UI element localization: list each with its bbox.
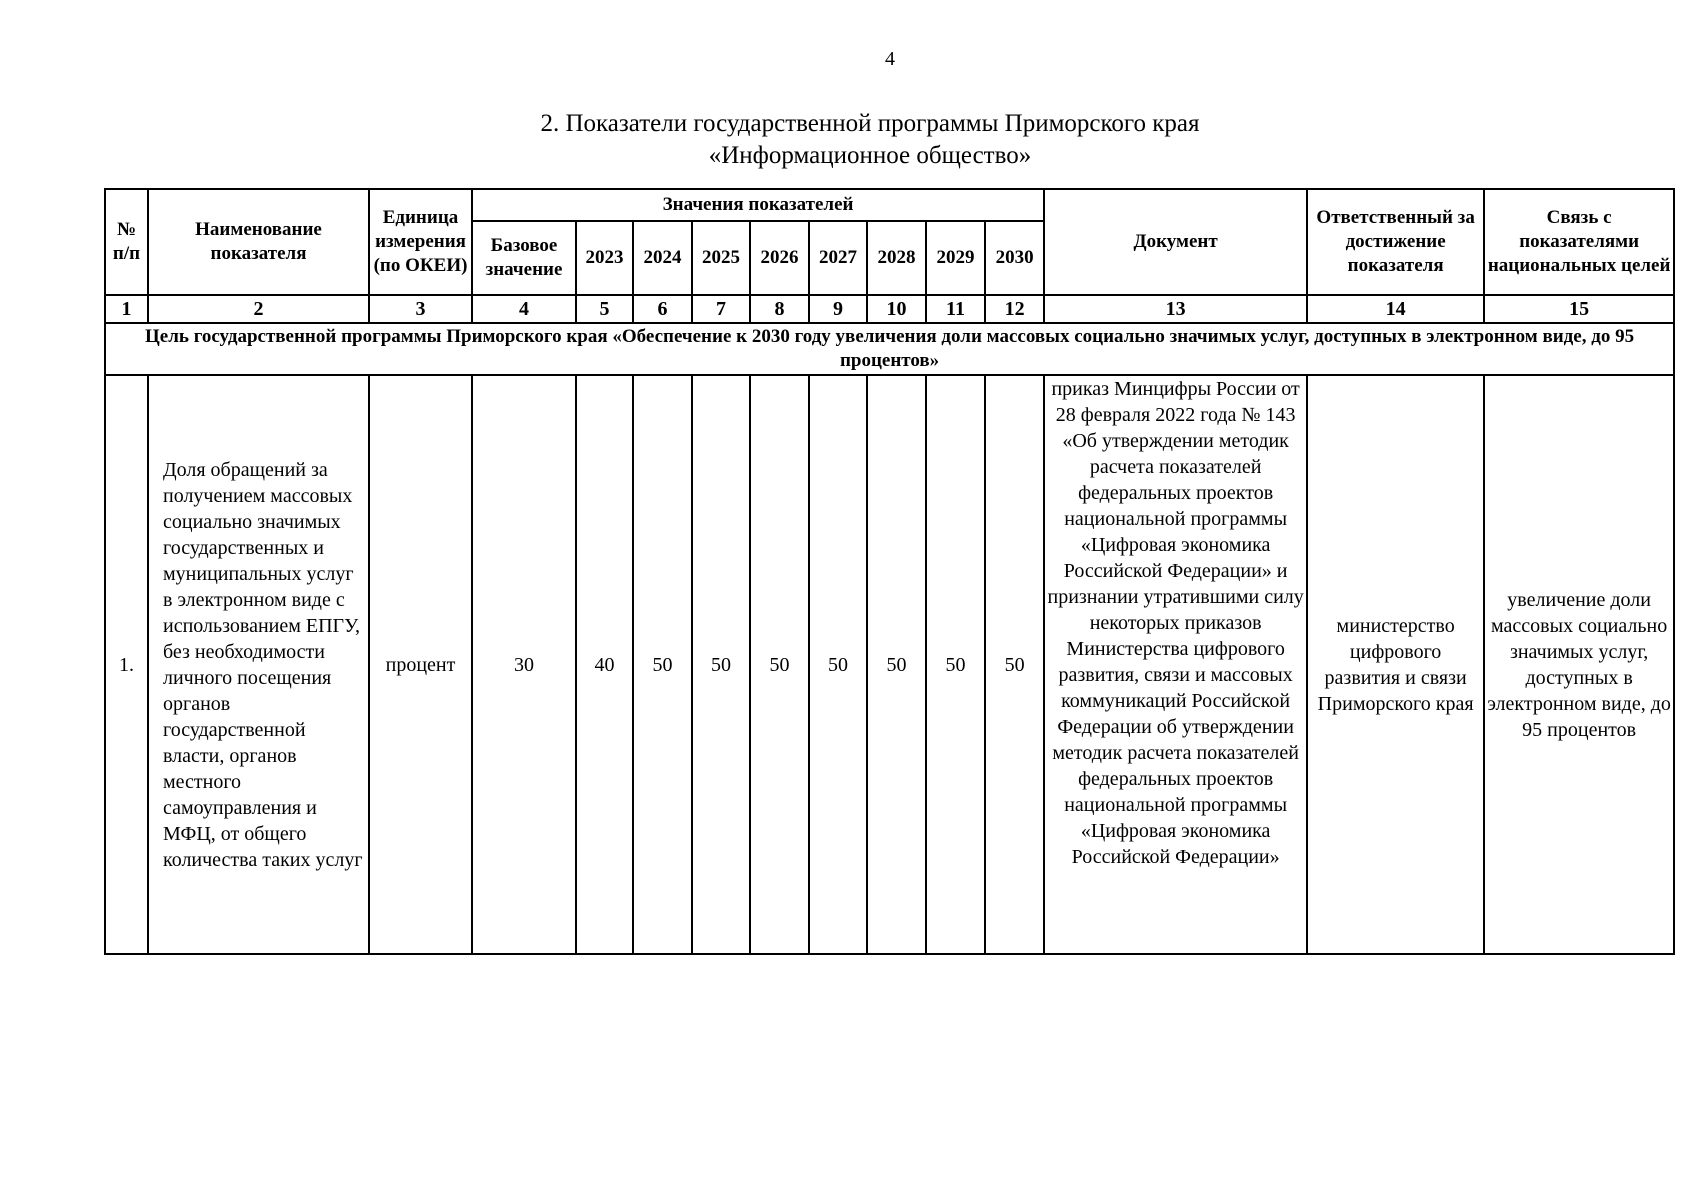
year-value: 50 — [867, 375, 926, 954]
header-values-group: Значения показателей — [472, 189, 1044, 221]
indicator-unit: процент — [369, 375, 472, 954]
title-line-1: 2. Показатели государственной программы Приморского края — [540, 110, 1200, 137]
document-title — [0, 108, 1700, 172]
header-no: № п/п — [105, 189, 148, 295]
header-year: 2023 — [576, 221, 633, 295]
indicators-table — [104, 188, 1675, 955]
header-year: 2029 — [926, 221, 985, 295]
header-name: Наименование показателя — [148, 189, 369, 295]
national-goal-link: увеличение доли массовых социально значимых услуг, доступных в электронном виде, до 95 процентов — [1484, 375, 1674, 954]
header-year: 2028 — [867, 221, 926, 295]
column-number: 4 — [472, 295, 576, 323]
document-reference: приказ Минцифры России от 28 февраля 2022 года № 143 «Об утверждении методик расчета показателей федеральных проектов национальной программы «Цифровая экономика Российской Федерации» и признании утратившими силу некоторых приказов Министерства цифрового развития, связи и массовых коммуникаций Российской Федерации об утверждении методик расчета показателей федеральных проектов национальной программы «Цифровая экономика Российской Федерации» — [1044, 375, 1307, 954]
responsible-body: министерство цифрового развития и связи Приморского края — [1307, 375, 1484, 954]
header-year: 2030 — [985, 221, 1044, 295]
column-number: 2 — [148, 295, 369, 323]
column-number: 10 — [867, 295, 926, 323]
header-unit: Единица измерения (по ОКЕИ) — [369, 189, 472, 295]
year-value: 50 — [633, 375, 692, 954]
header-link: Связь с показателями национальных целей — [1484, 189, 1674, 295]
base-value: 30 — [472, 375, 576, 954]
column-number: 14 — [1307, 295, 1484, 323]
header-base: Базовое значение — [472, 221, 576, 295]
year-value: 50 — [985, 375, 1044, 954]
column-number: 8 — [750, 295, 809, 323]
column-number: 9 — [809, 295, 867, 323]
row-number: 1. — [105, 375, 148, 954]
column-number: 15 — [1484, 295, 1674, 323]
year-value: 50 — [809, 375, 867, 954]
column-number: 7 — [692, 295, 750, 323]
column-number: 5 — [576, 295, 633, 323]
year-value: 40 — [576, 375, 633, 954]
year-value: 50 — [750, 375, 809, 954]
page-number: 4 — [885, 48, 895, 70]
year-value: 50 — [926, 375, 985, 954]
indicator-name: Доля обращений за получением массовых социально значимых государственных и муниципальных услуг в электронном виде с использованием ЕПГУ, без необходимости личного посещения органов государственной власти, органов местного самоуправления и МФЦ, от общего количества таких услуг — [148, 375, 369, 954]
year-value: 50 — [692, 375, 750, 954]
header-document: Документ — [1044, 189, 1307, 295]
column-number-row — [105, 295, 1674, 323]
column-number: 3 — [369, 295, 472, 323]
program-goal: Цель государственной программы Приморского края «Обеспечение к 2030 году увеличения доли массовых социально значимых услуг, доступных в электронном виде, до 95 процентов» — [105, 323, 1674, 375]
column-number: 11 — [926, 295, 985, 323]
header-year: 2024 — [633, 221, 692, 295]
table-row — [105, 375, 1674, 954]
column-number: 1 — [105, 295, 148, 323]
header-responsible: Ответственный за достижение показателя — [1307, 189, 1484, 295]
title-line-2: «Информационное общество» — [708, 142, 1032, 169]
header-year: 2027 — [809, 221, 867, 295]
column-number: 13 — [1044, 295, 1307, 323]
goal-row — [105, 323, 1674, 375]
column-number: 6 — [633, 295, 692, 323]
header-year: 2026 — [750, 221, 809, 295]
column-number: 12 — [985, 295, 1044, 323]
header-year: 2025 — [692, 221, 750, 295]
